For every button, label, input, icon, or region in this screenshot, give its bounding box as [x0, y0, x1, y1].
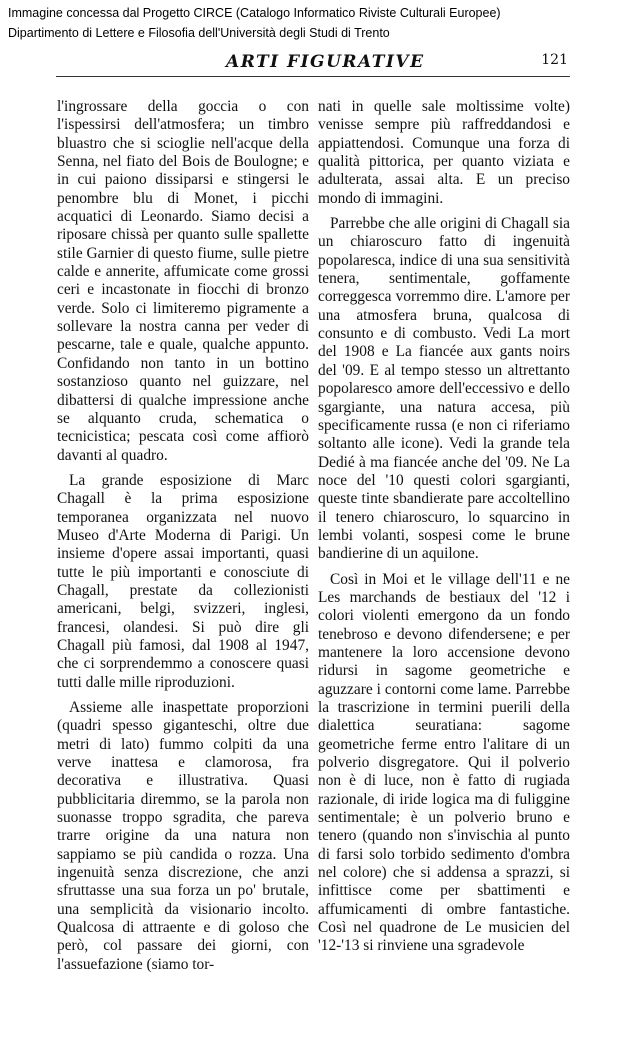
credit-line-1: Immagine concessa dal Progetto CIRCE (Catalogo Informatico Riviste Culturali Europee)	[8, 6, 501, 20]
paragraph: Parrebbe che alle origini di Chagall sia un chiaroscuro fatto di ingenuità popolaresca, indice di una sua sensitività tenera, sentimentale, goffamente correggesca vorremmo dire. L'amore per una atmosfera bruna, qualcosa di consunto e di combusto. Vedi La mort del 1908 e La fiancée aux gants noirs del '09. E al tempo stesso un altrettanto popolaresco amore dell'eccessivo e dello sgargiante, una natura accesa, più specificamente russa (e non ci riferiamo soltanto alle icone). Vedi la grande tela Dedié à ma fiancée anche del '09. Ne La noce del '10 questi colori sgargianti, queste tinte sbandierate pare accoltellino il tenero chiaroscuro, lo squarcino in lembi volanti, sospesi come le brune bandierine di un aquilone.	[318, 215, 570, 563]
right-column	[318, 98, 570, 963]
paragraph: Così in Moi et le village dell'11 e ne Les marchands de bestiaux del '12 i colori violenti emergono da un fondo tenebroso e devono difendersene; e per mantenere la loro accensione devono ridursi in sagome geometriche e aguzzare i contorni come lame. Parrebbe la trascrizione in termini puerili della dialettica seuratiana: sagome geometriche ferme entro l'alitare di un polverio disgregatore. Qui il polverio non è di luce, non è fatto di rugiada razionale, di iride logica ma di fuliggine sentimentale; è un polverio bruno e tenero (quando non s'invischia al punto di farsi solo torbido sedimento d'ombra nel colore) che si addensa a sprazzi, si infittisce come per sbattimenti e affumicamenti di ombre fantastiche. Così nel quadrone de Le musicien del '12-'13 si rinviene una sgradevole	[318, 570, 570, 955]
paragraph: l'ingrossare della goccia o con l'ispessirsi dell'atmosfera; un timbro bluastro che si scioglie nell'acque della Senna, nel fiato del Bois de Boulogne; e in cui paiono dissiparsi e stingersi le penombre blu di Monet, i picchi acquatici di Leonardo. Siamo decisi a riposare chissà per quanto sulle spallette stile Garnier di questo fiume, sulle pietre calde e annerite, affumicate come grossi ceri e incastonate in fiocchi di bronzo verde. Solo ci limiteremo pigramente a sollevare la nostra canna per veder di pescarne, tale e quale, qualche appunto. Confidando non tanto in un bottino sostanzioso quanto nel guizzare, nel dibattersi di qualche impressione anche se alquanto cruda, schematica o tecnicistica; pescata così come affiorò davanti al quadro.	[57, 98, 309, 464]
image-credit	[8, 3, 632, 43]
paragraph: Assieme alle inaspettate proporzioni (quadri spesso giganteschi, oltre due metri di lato) fummo colpiti da una verve inattesa e clamorosa, fra decorativa e illustrativa. Quasi pubblicitaria diremmo, se la parola non suonasse troppo sgradita, che pareva trarre origine da una natura non sappiamo se più candida o rozza. Una ingenuità senza discrezione, che anzi sfruttasse una sua forza un po' brutale, una semplicità da visionario incolto. Qualcosa di attraente e di goloso che però, col passare dei giorni, con l'assuefazione (siamo tor-	[57, 699, 309, 973]
paragraph: La grande esposizione di Marc Chagall è la prima esposizione temporanea organizzata nel nuovo Museo d'Arte Moderna di Parigi. Un insieme d'opere assai importanti, quasi tutte le più importanti e conosciute di Chagall, prestate da collezionisti americani, belgi, svizzeri, inglesi, francesi, olandesi. Si può dire gli Chagall più famosi, dal 1908 al 1947, che ci sorprendemmo a conoscere quasi tutti dalle mille riproduzioni.	[57, 471, 309, 691]
credit-line-2: Dipartimento di Lettere e Filosofia dell'Università degli Studi di Trento	[8, 26, 390, 40]
page-number: 121	[541, 52, 568, 68]
running-title: ARTI FIGURATIVE	[226, 52, 425, 72]
page-header	[56, 50, 570, 77]
left-column	[57, 98, 309, 981]
paragraph: nati in quelle sale moltissime volte) venisse sempre più raffreddandosi e appiattendosi. Comunque una forza di qualità pittorica, per quanto viziata e adulterata, assai alta. E un preciso mondo di immagini.	[318, 98, 570, 207]
